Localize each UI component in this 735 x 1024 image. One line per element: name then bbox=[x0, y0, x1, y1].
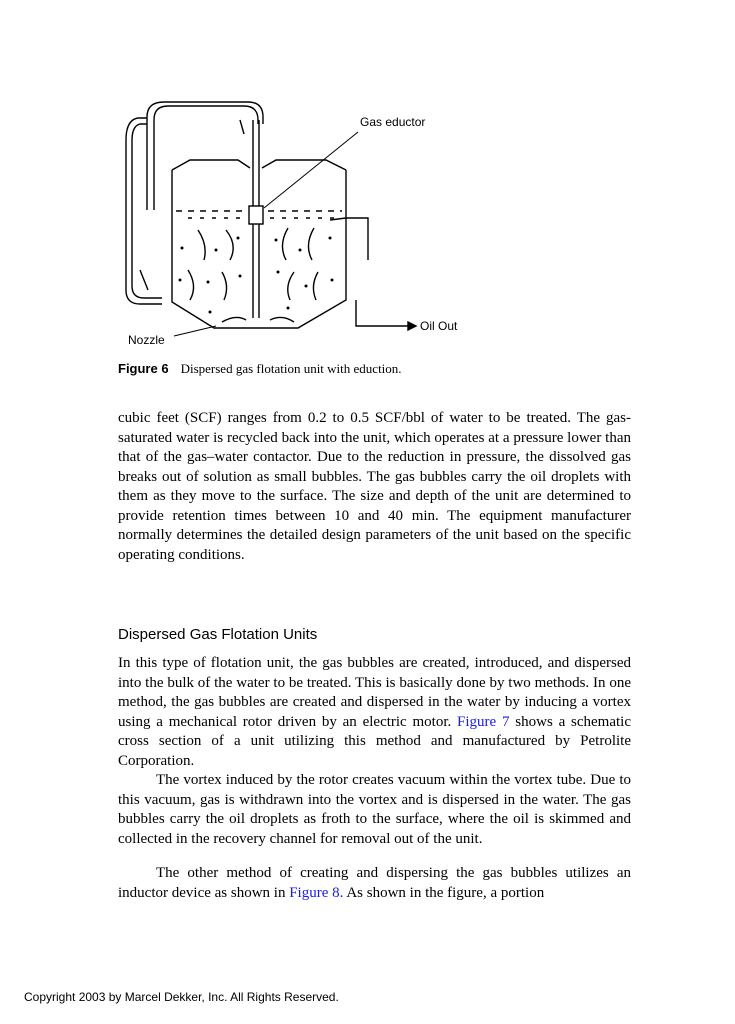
paragraph-2-text-b: shows a schematic cross section of a unit utilizing this method and manufactured by Petrolite Corporation. bbox=[118, 713, 631, 769]
figure-caption-label: Figure 6 bbox=[118, 361, 169, 376]
copyright-footer: Copyright 2003 by Marcel Dekker, Inc. All Rights Reserved. bbox=[24, 990, 339, 1004]
section-heading: Dispersed Gas Flotation Units bbox=[118, 626, 318, 643]
paragraph-4-text-a: The other method of creating and dispersing the gas bubbles utilizes an inductor device as shown in bbox=[118, 865, 631, 901]
oil-out-line bbox=[356, 300, 408, 326]
figure-caption-text: Dispersed gas flotation unit with eduction. bbox=[180, 361, 402, 376]
paragraph-3: The vortex induced by the rotor creates vacuum within the vortex tube. Due to this vacuum, gas is withdrawn into the vortex and is dispersed in the water. The gas bubbles carry the oil droplets as froth to the surface, where the oil is skimmed and collected in the recovery channel for removal out of the unit. bbox=[118, 772, 631, 847]
oil-recovery-box bbox=[346, 218, 368, 260]
figure-7-link[interactable]: Figure 7 bbox=[457, 713, 510, 730]
paragraph-2-text-a: In this type of flotation unit, the gas bubbles are created, introduced, and dispersed into the bulk of the water to be treated. This is basically done by two methods. In one method, the gas bubbles are created and dispersed in the water by inducing a vortex using a mechanical rotor driven by an electric motor. bbox=[118, 655, 631, 730]
paragraph-4 bbox=[118, 864, 631, 903]
vessel-top-right bbox=[262, 160, 346, 170]
flotation-unit-diagram bbox=[118, 100, 478, 350]
figure-caption bbox=[118, 361, 402, 377]
vessel-top-left bbox=[172, 160, 250, 170]
recycle-pipe bbox=[154, 106, 258, 210]
recycle-pipe-outer bbox=[147, 102, 263, 210]
paragraph-1: cubic feet (SCF) ranges from 0.2 to 0.5 SCF/bbl of water to be treated. The gas-saturated water is recycled back into the unit, which operates at a pressure lower than that of the gas–water contactor. Due to the reduction in pressure, the dissolved gas breaks out of solution as small bubbles. The gas bubbles carry the oil droplets with them as they move to the surface. The size and depth of the unit are determined to provide retention times between 10 and 40 min. The equipment manufacturer normally determines the detailed design parameters of the unit based on the specific operating conditions. bbox=[118, 410, 631, 563]
oil-out-label: Oil Out bbox=[420, 319, 458, 333]
paragraph-4-text-b: As shown in the figure, a portion bbox=[343, 884, 545, 901]
paragraph-2 bbox=[118, 654, 631, 771]
figure-8-link[interactable]: Figure 8. bbox=[289, 884, 344, 901]
gas-eductor-label: Gas eductor bbox=[360, 115, 426, 129]
nozzle-label: Nozzle bbox=[128, 333, 165, 347]
gas-eductor-block bbox=[249, 206, 263, 224]
